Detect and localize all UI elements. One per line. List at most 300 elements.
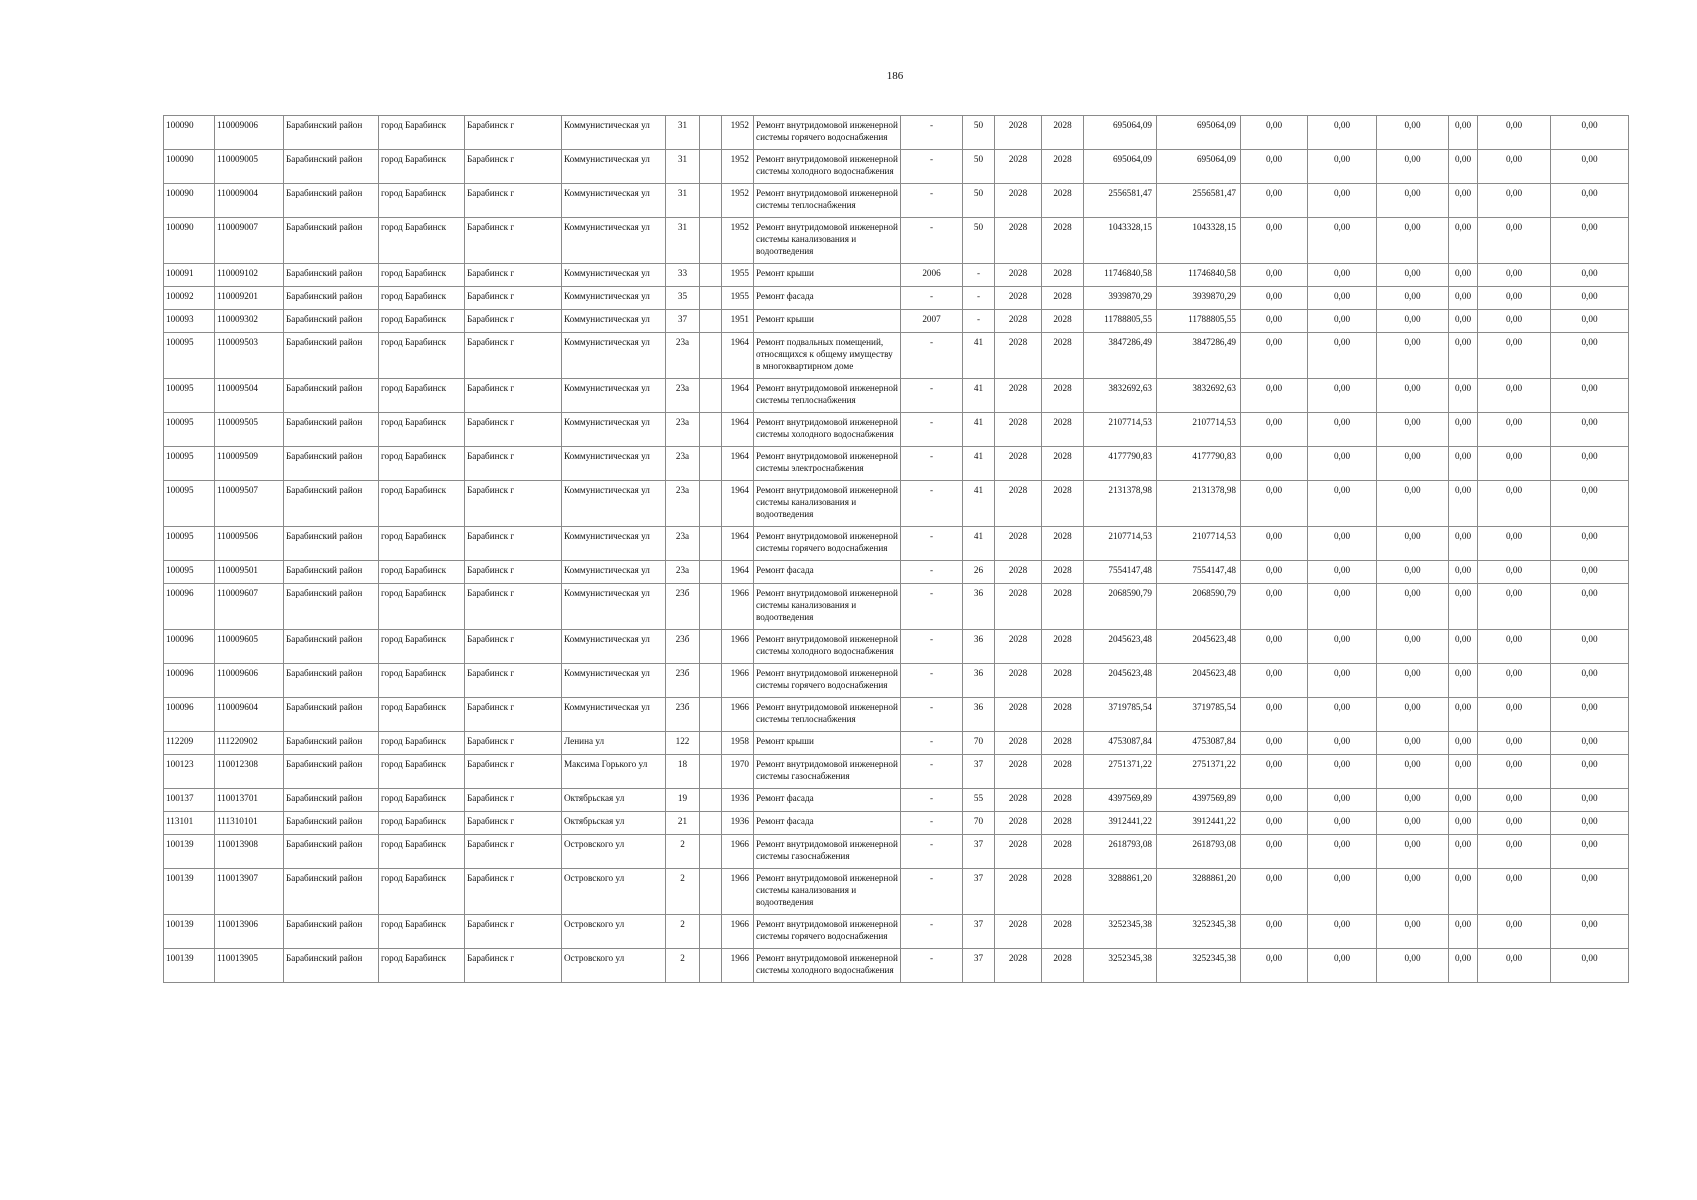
cell-total-cost: 11788805,55	[1084, 310, 1157, 333]
cell-total-cost: 2045623,48	[1084, 664, 1157, 698]
cell-settlement: Барабинск г	[465, 698, 562, 732]
cell-cost-owners: 0,00	[1449, 732, 1478, 755]
cell-work-code: 110009505	[215, 413, 284, 447]
cell-cost-extra: 0,00	[1551, 949, 1629, 983]
cell-plan-year-end: 2028	[1042, 184, 1084, 218]
cell-building	[700, 755, 722, 789]
cell-cost-other: 0,00	[1478, 287, 1551, 310]
cell-house-number: 23а	[666, 379, 700, 413]
cell-cost-regional: 0,00	[1308, 527, 1377, 561]
cell-work-type: Ремонт внутридомовой инженерной системы канализования и водоотведения	[754, 218, 901, 264]
cell-building	[700, 915, 722, 949]
cell-cost-regional: 0,00	[1308, 150, 1377, 184]
cell-plan-year-start: 2028	[995, 310, 1042, 333]
cell-plan-year-start: 2028	[995, 481, 1042, 527]
cell-building	[700, 789, 722, 812]
cell-work-type: Ремонт внутридомовой инженерной системы газоснабжения	[754, 835, 901, 869]
cell-year-built: 1936	[722, 812, 754, 835]
cell-district: Барабинский район	[284, 732, 379, 755]
cell-building	[700, 413, 722, 447]
cell-plan-year-end: 2028	[1042, 812, 1084, 835]
cell-plan-year-end: 2028	[1042, 264, 1084, 287]
cell-work-type: Ремонт фасада	[754, 561, 901, 584]
cell-wear-percent: 37	[963, 949, 995, 983]
cell-work-code: 110009501	[215, 561, 284, 584]
cell-cost-other: 0,00	[1478, 218, 1551, 264]
cell-plan-year-end: 2028	[1042, 949, 1084, 983]
cell-cost-federal: 0,00	[1241, 949, 1308, 983]
cell-work-code: 110009507	[215, 481, 284, 527]
cell-cost-total-sum: 2556581,47	[1157, 184, 1241, 218]
cell-plan-year-start: 2028	[995, 835, 1042, 869]
cell-cost-extra: 0,00	[1551, 116, 1629, 150]
cell-building	[700, 264, 722, 287]
cell-street: Коммунистическая ул	[562, 481, 666, 527]
cell-settlement: Барабинск г	[465, 184, 562, 218]
cell-total-cost: 2068590,79	[1084, 584, 1157, 630]
cell-district: Барабинский район	[284, 664, 379, 698]
cell-cost-federal: 0,00	[1241, 150, 1308, 184]
cell-work-code: 110013905	[215, 949, 284, 983]
cell-settlement: Барабинск г	[465, 869, 562, 915]
cell-settlement: Барабинск г	[465, 812, 562, 835]
cell-house-code: 100091	[164, 264, 215, 287]
cell-settlement: Барабинск г	[465, 527, 562, 561]
cell-total-cost: 4397569,89	[1084, 789, 1157, 812]
table-row	[164, 949, 1629, 983]
cell-cost-extra: 0,00	[1551, 287, 1629, 310]
cell-municipality: город Барабинск	[379, 184, 465, 218]
cell-cost-local: 0,00	[1377, 755, 1449, 789]
cell-settlement: Барабинск г	[465, 333, 562, 379]
cell-plan-year-end: 2028	[1042, 447, 1084, 481]
cell-total-cost: 3288861,20	[1084, 869, 1157, 915]
cell-total-cost: 2045623,48	[1084, 630, 1157, 664]
cell-cost-regional: 0,00	[1308, 116, 1377, 150]
table-row	[164, 310, 1629, 333]
cell-work-code: 110009302	[215, 310, 284, 333]
cell-building	[700, 116, 722, 150]
cell-cost-total-sum: 2107714,53	[1157, 413, 1241, 447]
cell-house-code: 100095	[164, 333, 215, 379]
cell-cost-regional: 0,00	[1308, 664, 1377, 698]
cell-building	[700, 664, 722, 698]
table-row	[164, 584, 1629, 630]
cell-district: Барабинский район	[284, 755, 379, 789]
cell-cost-owners: 0,00	[1449, 812, 1478, 835]
cell-last-repair-year: -	[901, 527, 963, 561]
cell-cost-local: 0,00	[1377, 413, 1449, 447]
cell-cost-regional: 0,00	[1308, 789, 1377, 812]
cell-cost-federal: 0,00	[1241, 835, 1308, 869]
cell-district: Барабинский район	[284, 413, 379, 447]
cell-building	[700, 527, 722, 561]
cell-wear-percent: 55	[963, 789, 995, 812]
cell-plan-year-start: 2028	[995, 755, 1042, 789]
cell-cost-regional: 0,00	[1308, 732, 1377, 755]
cell-plan-year-end: 2028	[1042, 732, 1084, 755]
cell-street: Островского ул	[562, 869, 666, 915]
cell-house-number: 23а	[666, 527, 700, 561]
cell-cost-regional: 0,00	[1308, 915, 1377, 949]
cell-work-type: Ремонт крыши	[754, 264, 901, 287]
cell-wear-percent: -	[963, 287, 995, 310]
cell-street: Островского ул	[562, 915, 666, 949]
cell-work-code: 110013907	[215, 869, 284, 915]
cell-plan-year-end: 2028	[1042, 333, 1084, 379]
cell-cost-other: 0,00	[1478, 584, 1551, 630]
table-row	[164, 915, 1629, 949]
table-row	[164, 755, 1629, 789]
cell-cost-extra: 0,00	[1551, 150, 1629, 184]
cell-settlement: Барабинск г	[465, 732, 562, 755]
cell-work-code: 110012308	[215, 755, 284, 789]
cell-wear-percent: -	[963, 264, 995, 287]
cell-district: Барабинский район	[284, 218, 379, 264]
cell-settlement: Барабинск г	[465, 584, 562, 630]
cell-house-code: 100095	[164, 379, 215, 413]
cell-cost-local: 0,00	[1377, 379, 1449, 413]
cell-cost-local: 0,00	[1377, 789, 1449, 812]
cell-year-built: 1964	[722, 447, 754, 481]
cell-municipality: город Барабинск	[379, 630, 465, 664]
cell-year-built: 1966	[722, 630, 754, 664]
cell-municipality: город Барабинск	[379, 835, 465, 869]
cell-cost-owners: 0,00	[1449, 949, 1478, 983]
cell-cost-total-sum: 2751371,22	[1157, 755, 1241, 789]
cell-work-code: 110009509	[215, 447, 284, 481]
cell-cost-other: 0,00	[1478, 413, 1551, 447]
cell-last-repair-year: -	[901, 949, 963, 983]
cell-last-repair-year: -	[901, 755, 963, 789]
cell-work-code: 110009201	[215, 287, 284, 310]
cell-municipality: город Барабинск	[379, 869, 465, 915]
cell-cost-extra: 0,00	[1551, 789, 1629, 812]
cell-settlement: Барабинск г	[465, 949, 562, 983]
cell-wear-percent: 36	[963, 630, 995, 664]
cell-house-code: 100096	[164, 698, 215, 732]
cell-work-code: 110013908	[215, 835, 284, 869]
cell-cost-owners: 0,00	[1449, 527, 1478, 561]
cell-house-number: 37	[666, 310, 700, 333]
cell-plan-year-end: 2028	[1042, 287, 1084, 310]
cell-house-code: 100139	[164, 869, 215, 915]
cell-cost-total-sum: 2045623,48	[1157, 630, 1241, 664]
cell-building	[700, 310, 722, 333]
cell-cost-owners: 0,00	[1449, 184, 1478, 218]
cell-district: Барабинский район	[284, 150, 379, 184]
cell-street: Коммунистическая ул	[562, 698, 666, 732]
cell-cost-owners: 0,00	[1449, 310, 1478, 333]
cell-house-number: 23б	[666, 584, 700, 630]
cell-plan-year-start: 2028	[995, 150, 1042, 184]
cell-cost-local: 0,00	[1377, 949, 1449, 983]
cell-cost-regional: 0,00	[1308, 755, 1377, 789]
cell-plan-year-end: 2028	[1042, 150, 1084, 184]
table-row	[164, 333, 1629, 379]
cell-cost-extra: 0,00	[1551, 664, 1629, 698]
cell-work-type: Ремонт крыши	[754, 732, 901, 755]
cell-year-built: 1966	[722, 664, 754, 698]
cell-year-built: 1966	[722, 584, 754, 630]
cell-last-repair-year: -	[901, 789, 963, 812]
cell-municipality: город Барабинск	[379, 264, 465, 287]
cell-plan-year-end: 2028	[1042, 915, 1084, 949]
cell-work-type: Ремонт внутридомовой инженерной системы холодного водоснабжения	[754, 150, 901, 184]
cell-cost-federal: 0,00	[1241, 116, 1308, 150]
cell-district: Барабинский район	[284, 447, 379, 481]
cell-work-type: Ремонт фасада	[754, 812, 901, 835]
cell-cost-owners: 0,00	[1449, 630, 1478, 664]
cell-cost-total-sum: 3252345,38	[1157, 915, 1241, 949]
cell-work-code: 111220902	[215, 732, 284, 755]
cell-wear-percent: 41	[963, 527, 995, 561]
cell-cost-total-sum: 7554147,48	[1157, 561, 1241, 584]
cell-wear-percent: -	[963, 310, 995, 333]
cell-cost-regional: 0,00	[1308, 218, 1377, 264]
table-row	[164, 287, 1629, 310]
cell-settlement: Барабинск г	[465, 413, 562, 447]
cell-street: Островского ул	[562, 949, 666, 983]
cell-cost-owners: 0,00	[1449, 333, 1478, 379]
cell-street: Ленина ул	[562, 732, 666, 755]
cell-last-repair-year: -	[901, 287, 963, 310]
cell-cost-federal: 0,00	[1241, 264, 1308, 287]
table-row	[164, 481, 1629, 527]
cell-year-built: 1964	[722, 379, 754, 413]
cell-plan-year-end: 2028	[1042, 698, 1084, 732]
table-row	[164, 561, 1629, 584]
cell-municipality: город Барабинск	[379, 447, 465, 481]
cell-work-type: Ремонт внутридомовой инженерной системы холодного водоснабжения	[754, 630, 901, 664]
cell-work-code: 110009006	[215, 116, 284, 150]
cell-cost-extra: 0,00	[1551, 630, 1629, 664]
cell-house-code: 100090	[164, 184, 215, 218]
cell-cost-extra: 0,00	[1551, 915, 1629, 949]
cell-cost-federal: 0,00	[1241, 333, 1308, 379]
cell-cost-total-sum: 695064,09	[1157, 150, 1241, 184]
cell-year-built: 1966	[722, 835, 754, 869]
cell-cost-local: 0,00	[1377, 481, 1449, 527]
cell-district: Барабинский район	[284, 698, 379, 732]
cell-building	[700, 835, 722, 869]
cell-house-number: 23а	[666, 481, 700, 527]
cell-total-cost: 2751371,22	[1084, 755, 1157, 789]
cell-plan-year-start: 2028	[995, 527, 1042, 561]
cell-cost-federal: 0,00	[1241, 812, 1308, 835]
cell-total-cost: 4177790,83	[1084, 447, 1157, 481]
cell-cost-other: 0,00	[1478, 755, 1551, 789]
cell-plan-year-end: 2028	[1042, 310, 1084, 333]
cell-cost-extra: 0,00	[1551, 527, 1629, 561]
cell-cost-regional: 0,00	[1308, 287, 1377, 310]
cell-last-repair-year: -	[901, 835, 963, 869]
table-row	[164, 116, 1629, 150]
table-row	[164, 664, 1629, 698]
cell-wear-percent: 37	[963, 755, 995, 789]
cell-plan-year-start: 2028	[995, 447, 1042, 481]
cell-work-code: 110009004	[215, 184, 284, 218]
cell-municipality: город Барабинск	[379, 915, 465, 949]
cell-street: Коммунистическая ул	[562, 333, 666, 379]
cell-municipality: город Барабинск	[379, 413, 465, 447]
cell-building	[700, 218, 722, 264]
cell-plan-year-start: 2028	[995, 116, 1042, 150]
cell-last-repair-year: -	[901, 116, 963, 150]
cell-building	[700, 630, 722, 664]
cell-cost-other: 0,00	[1478, 527, 1551, 561]
cell-district: Барабинский район	[284, 835, 379, 869]
cell-work-code: 110009007	[215, 218, 284, 264]
cell-settlement: Барабинск г	[465, 915, 562, 949]
cell-district: Барабинский район	[284, 949, 379, 983]
cell-work-code: 110013906	[215, 915, 284, 949]
cell-cost-other: 0,00	[1478, 150, 1551, 184]
cell-building	[700, 698, 722, 732]
cell-cost-federal: 0,00	[1241, 664, 1308, 698]
cell-work-code: 110009102	[215, 264, 284, 287]
cell-cost-total-sum: 2045623,48	[1157, 664, 1241, 698]
cell-house-number: 31	[666, 218, 700, 264]
page-number: 186	[886, 70, 904, 82]
cell-total-cost: 3832692,63	[1084, 379, 1157, 413]
cell-cost-local: 0,00	[1377, 664, 1449, 698]
cell-last-repair-year: -	[901, 630, 963, 664]
cell-wear-percent: 26	[963, 561, 995, 584]
cell-cost-federal: 0,00	[1241, 732, 1308, 755]
cell-cost-total-sum: 3912441,22	[1157, 812, 1241, 835]
cell-cost-local: 0,00	[1377, 812, 1449, 835]
cell-cost-total-sum: 4397569,89	[1157, 789, 1241, 812]
cell-cost-local: 0,00	[1377, 630, 1449, 664]
cell-cost-regional: 0,00	[1308, 413, 1377, 447]
cell-cost-regional: 0,00	[1308, 812, 1377, 835]
cell-total-cost: 2556581,47	[1084, 184, 1157, 218]
cell-cost-regional: 0,00	[1308, 561, 1377, 584]
cell-district: Барабинский район	[284, 116, 379, 150]
cell-year-built: 1952	[722, 184, 754, 218]
cell-total-cost: 3719785,54	[1084, 698, 1157, 732]
cell-municipality: город Барабинск	[379, 333, 465, 379]
cell-plan-year-start: 2028	[995, 413, 1042, 447]
cell-last-repair-year: -	[901, 379, 963, 413]
cell-cost-federal: 0,00	[1241, 698, 1308, 732]
cell-work-type: Ремонт внутридомовой инженерной системы горячего водоснабжения	[754, 116, 901, 150]
cell-cost-extra: 0,00	[1551, 869, 1629, 915]
table-row	[164, 413, 1629, 447]
cell-total-cost: 1043328,15	[1084, 218, 1157, 264]
cell-cost-extra: 0,00	[1551, 698, 1629, 732]
cell-work-code: 110009607	[215, 584, 284, 630]
cell-municipality: город Барабинск	[379, 812, 465, 835]
cell-house-code: 113101	[164, 812, 215, 835]
cell-cost-regional: 0,00	[1308, 949, 1377, 983]
cell-district: Барабинский район	[284, 264, 379, 287]
cell-house-number: 2	[666, 869, 700, 915]
cell-cost-regional: 0,00	[1308, 447, 1377, 481]
cell-cost-other: 0,00	[1478, 835, 1551, 869]
cell-work-type: Ремонт внутридомовой инженерной системы теплоснабжения	[754, 184, 901, 218]
cell-settlement: Барабинск г	[465, 264, 562, 287]
cell-plan-year-end: 2028	[1042, 527, 1084, 561]
cell-cost-other: 0,00	[1478, 812, 1551, 835]
cell-building	[700, 287, 722, 310]
cell-wear-percent: 41	[963, 413, 995, 447]
cell-district: Барабинский район	[284, 561, 379, 584]
cell-house-code: 100092	[164, 287, 215, 310]
cell-house-code: 100093	[164, 310, 215, 333]
cell-cost-owners: 0,00	[1449, 869, 1478, 915]
cell-plan-year-end: 2028	[1042, 218, 1084, 264]
cell-cost-local: 0,00	[1377, 869, 1449, 915]
cell-work-type: Ремонт внутридомовой инженерной системы холодного водоснабжения	[754, 413, 901, 447]
cell-municipality: город Барабинск	[379, 116, 465, 150]
cell-cost-total-sum: 4753087,84	[1157, 732, 1241, 755]
cell-work-type: Ремонт подвальных помещений, относящихся к общему имуществу в многоквартирном доме	[754, 333, 901, 379]
cell-cost-local: 0,00	[1377, 116, 1449, 150]
cell-municipality: город Барабинск	[379, 949, 465, 983]
cell-cost-extra: 0,00	[1551, 413, 1629, 447]
cell-house-number: 31	[666, 116, 700, 150]
cell-wear-percent: 37	[963, 869, 995, 915]
cell-cost-extra: 0,00	[1551, 264, 1629, 287]
cell-cost-extra: 0,00	[1551, 310, 1629, 333]
cell-year-built: 1966	[722, 915, 754, 949]
cell-plan-year-start: 2028	[995, 287, 1042, 310]
cell-plan-year-start: 2028	[995, 561, 1042, 584]
cell-house-number: 122	[666, 732, 700, 755]
cell-last-repair-year: -	[901, 812, 963, 835]
cell-wear-percent: 50	[963, 218, 995, 264]
cell-last-repair-year: -	[901, 698, 963, 732]
cell-last-repair-year: -	[901, 915, 963, 949]
cell-settlement: Барабинск г	[465, 287, 562, 310]
cell-cost-other: 0,00	[1478, 949, 1551, 983]
cell-wear-percent: 36	[963, 584, 995, 630]
cell-cost-other: 0,00	[1478, 561, 1551, 584]
cell-street: Коммунистическая ул	[562, 310, 666, 333]
cell-settlement: Барабинск г	[465, 561, 562, 584]
cell-last-repair-year: -	[901, 664, 963, 698]
cell-building	[700, 732, 722, 755]
cell-cost-regional: 0,00	[1308, 698, 1377, 732]
table-row	[164, 218, 1629, 264]
cell-last-repair-year: -	[901, 413, 963, 447]
cell-settlement: Барабинск г	[465, 755, 562, 789]
cell-plan-year-end: 2028	[1042, 869, 1084, 915]
cell-plan-year-start: 2028	[995, 630, 1042, 664]
cell-house-code: 100123	[164, 755, 215, 789]
cell-house-number: 2	[666, 949, 700, 983]
cell-year-built: 1966	[722, 869, 754, 915]
cell-building	[700, 333, 722, 379]
cell-wear-percent: 70	[963, 812, 995, 835]
cell-cost-extra: 0,00	[1551, 447, 1629, 481]
cell-cost-extra: 0,00	[1551, 184, 1629, 218]
cell-plan-year-end: 2028	[1042, 755, 1084, 789]
cell-house-number: 35	[666, 287, 700, 310]
cell-work-type: Ремонт внутридомовой инженерной системы канализования и водоотведения	[754, 869, 901, 915]
cell-wear-percent: 41	[963, 481, 995, 527]
cell-total-cost: 3252345,38	[1084, 949, 1157, 983]
cell-work-type: Ремонт фасада	[754, 789, 901, 812]
cell-settlement: Барабинск г	[465, 447, 562, 481]
cell-work-code: 110009604	[215, 698, 284, 732]
cell-house-number: 23б	[666, 664, 700, 698]
cell-district: Барабинский район	[284, 527, 379, 561]
cell-cost-local: 0,00	[1377, 218, 1449, 264]
cell-cost-extra: 0,00	[1551, 561, 1629, 584]
